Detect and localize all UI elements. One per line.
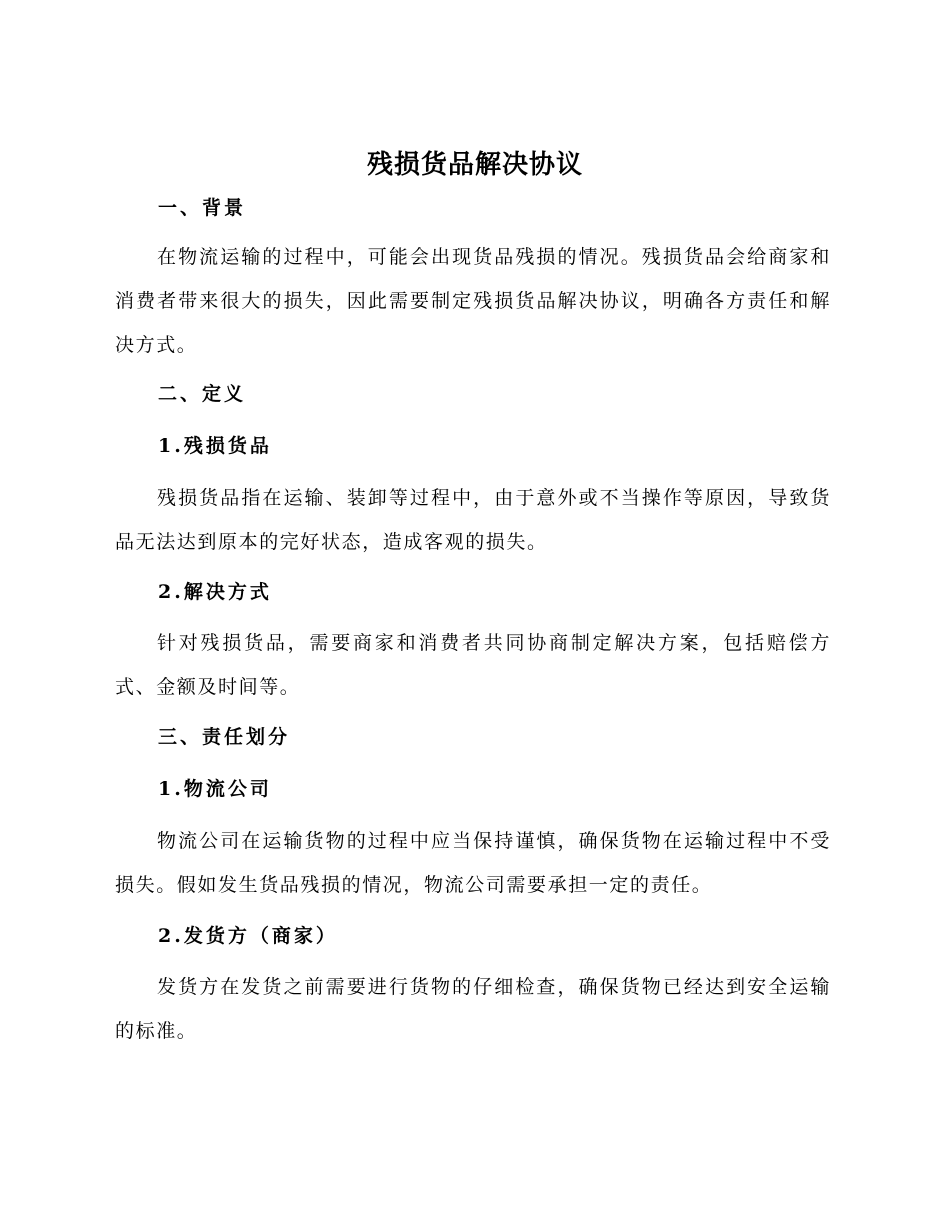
section-heading-definition: 二、定义 bbox=[158, 383, 247, 405]
subheading-resolution-method: 2.解决方式 bbox=[158, 581, 272, 603]
paragraph-logistics-company: 物流公司在运输货物的过程中应当保持谨慎，确保货物在运输过程中不受损失。假如发生货品残损的情况，物流公司需要承担一定的责任。 bbox=[115, 830, 831, 896]
subheading-damaged-goods: 1.残损货品 bbox=[158, 435, 272, 457]
section-heading-responsibility: 三、责任划分 bbox=[158, 726, 291, 748]
paragraph-background: 在物流运输的过程中，可能会出现货品残损的情况。残损货品会给商家和消费者带来很大的损失，因此需要制定残损货品解决协议，明确各方责任和解决方式。 bbox=[115, 246, 831, 356]
paragraph-damaged-goods: 残损货品指在运输、装卸等过程中，由于意外或不当操作等原因，导致货品无法达到原本的完好状态，造成客观的损失。 bbox=[115, 487, 831, 553]
paragraph-shipper: 发货方在发货之前需要进行货物的仔细检查，确保货物已经达到安全运输的标准。 bbox=[115, 976, 831, 1042]
paragraph-resolution-method: 针对残损货品，需要商家和消费者共同协商制定解决方案，包括赔偿方式、金额及时间等。 bbox=[115, 632, 831, 698]
section-heading-background: 一、背景 bbox=[158, 197, 247, 219]
document-title: 残损货品解决协议 bbox=[366, 150, 583, 180]
subheading-logistics-company: 1.物流公司 bbox=[158, 778, 272, 800]
subheading-shipper: 2.发货方（商家） bbox=[158, 925, 338, 947]
